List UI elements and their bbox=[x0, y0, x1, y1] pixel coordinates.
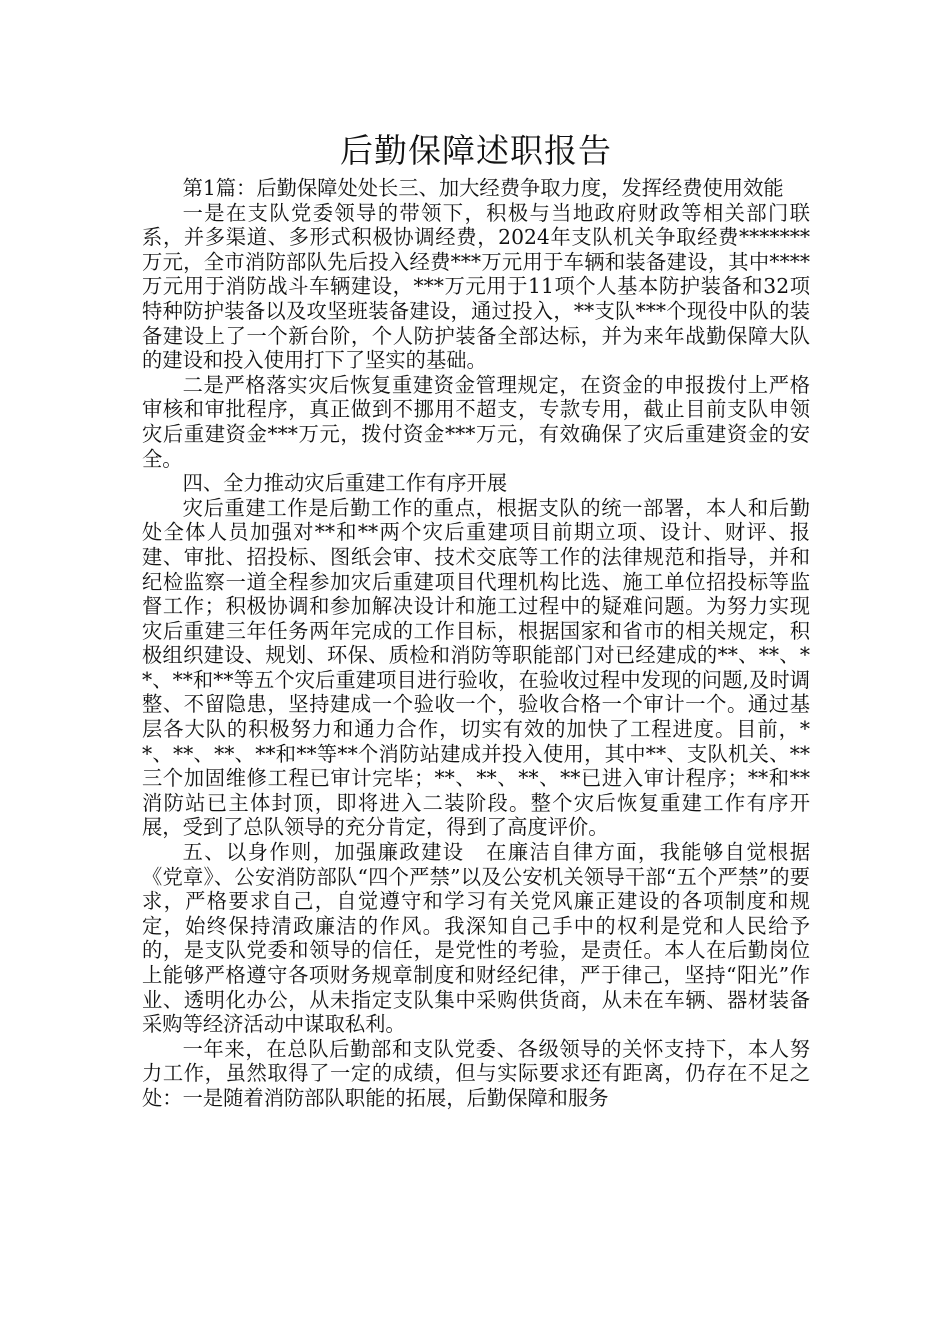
paragraph-summary: 一年来，在总队后勤部和支队党委、各级领导的关怀支持下，本人努力工作，虽然取得了一定的成绩，但与实际要求还有距离，仍存在不足之处：一是随着消防部队职能的拓展，后勤保障和服务 bbox=[142, 1036, 810, 1110]
paragraph-fund-management: 二是严格落实灾后恢复重建资金管理规定，在资金的申报拨付上严格审核和审批程序，真正做到不挪用不超支，专款专用，截止目前支队申领灾后重建资金***万元，拨付资金***万元，有效确保了灾后重建资金的安全。 bbox=[142, 372, 810, 471]
document-title: 后勤保障述职报告 bbox=[340, 131, 612, 170]
paragraph-funding: 一是在支队党委领导的带领下，积极与当地政府财政等相关部门联系，并多渠道、多形式积极协调经费，2024年支队机关争取经费*******万元，全市消防部队先后投入经费***万元用于车辆和装备建设，其中****万元用于消防战斗车辆建设，***万元用于11项个人基本防护装备和32项特种防护装备以及攻坚班装备建设，通过投入，**支队***个现役中队的装备建设上了一个新台阶，个人防护装备全部达标，并为来年战勤保障大队的建设和投入使用打下了坚实的基础。 bbox=[142, 200, 810, 373]
paragraph-heading-section-four: 四、全力推动灾后重建工作有序开展 bbox=[182, 471, 508, 496]
paragraph-heading-section-three: 第1篇：后勤保障处处长三、加大经费争取力度，发挥经费使用效能 bbox=[182, 176, 784, 200]
document-page bbox=[142, 128, 810, 1111]
paragraph-reconstruction: 灾后重建工作是后勤工作的重点，根据支队的统一部署，本人和后勤处全体人员加强对**和**两个灾后重建项目前期立项、设计、财评、报建、审批、招投标、图纸会审、技术交底等工作的法律规范和指导，并和纪检监察一道全程参加灾后重建项目代理机构比选、施工单位招投标等监督工作；积极协调和参加解决设计和施工过程中的疑难问题。为努力实现灾后重建三年任务两年完成的工作目标，根据国家和省市的相关规定，积极组织建设、规划、环保、质检和消防等职能部门对已经建成的**、**、**、**和**等五个灾后重建项目进行验收，在验收过程中发现的问题,及时调整、不留隐患，坚持建成一个验收一个，验收合格一个审计一个。通过基层各大队的积极努力和通力合作，切实有效的加快了工程进度。目前，**、**、**、**和**等**个消防站建成并投入使用，其中**、支队机关、**三个加固维修工程已审计完毕；**、**、**、**已进入审计程序；**和**消防站已主体封顶，即将进入二装阶段。整个灾后恢复重建工作有序开展，受到了总队领导的充分肯定，得到了高度评价。 bbox=[142, 495, 810, 840]
paragraph-integrity: 五、以身作则，加强廉政建设 在廉洁自律方面，我能够自觉根据《党章》、公安消防部队“四个严禁”以及公安机关领导干部“五个严禁”的要求，严格要求自己，自觉遵守和学习有关党风廉正建设的各项制度和规定，始终保持清政廉洁的作风。我深知自己手中的权利是党和人民给予的，是支队党委和领导的信任，是党性的考验，是责任。本人在后勤岗位上能够严格遵守各项财务规章制度和财经纪律，严于律己，坚持“阳光”作业、透明化办公，从未指定支队集中采购供货商，从未在车辆、器材装备采购等经济活动中谋取私利。 bbox=[142, 840, 810, 1037]
